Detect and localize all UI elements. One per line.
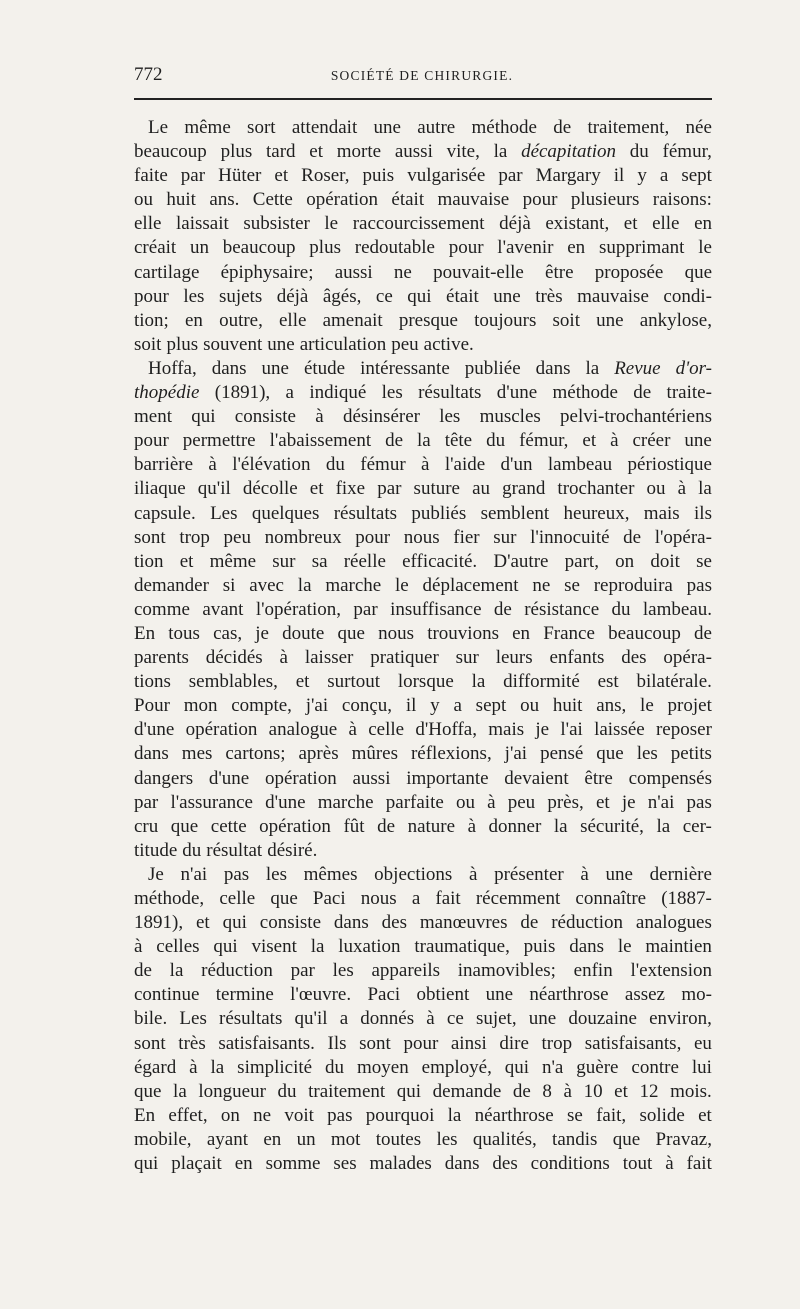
text-line: ment qui consiste à désinsérer les muscles pelvi-trochantériens [134, 406, 712, 428]
page-number: 772 [134, 64, 163, 85]
text-line: tion; en outre, elle amenait presque toujours soit une ankylose, [134, 309, 712, 331]
text-line: qui plaçait en somme ses malades dans des conditions tout à fait [134, 1153, 712, 1175]
text-line: Hoffa, dans une étude intéressante publiée dans la Revue d'or- [148, 357, 712, 379]
text-line: sont très satisfaisants. Ils sont pour ainsi dire trop satisfaisants, eu [134, 1032, 712, 1054]
text-line: pour permettre l'abaissement de la tête du fémur, et à créer une [134, 430, 712, 452]
text-line: 1891), et qui consiste dans des manœuvres de réduction analogues [134, 912, 712, 934]
text-line: créait un beaucoup plus redoutable pour l'avenir en supprimant le [134, 237, 712, 259]
text-line: à celles qui visent la luxation traumatique, puis dans le maintien [134, 936, 712, 958]
text-line: dans mes cartons; après mûres réflexions, j'ai pensé que les petits [134, 743, 712, 765]
text-line: mobile, ayant en un mot toutes les qualités, tandis que Pravaz, [134, 1128, 712, 1150]
text-line: En effet, on ne voit pas pourquoi la néarthrose se fait, solide et [134, 1104, 712, 1126]
running-head: SOCIÉTÉ DE CHIRURGIE. [330, 68, 514, 83]
text-line: Le même sort attendait une autre méthode de traitement, née [148, 117, 712, 138]
text-line: soit plus souvent une articulation peu active. [134, 333, 474, 355]
text-line: sont trop peu nombreux pour nous fier sur l'innocuité de l'opéra- [134, 526, 712, 548]
text-line: Pour mon compte, j'ai conçu, il y a sept ou huit ans, le projet [134, 695, 712, 717]
text-line: pour les sujets déjà âgés, ce qui était une très mauvaise condi- [134, 285, 712, 307]
text-line: comme avant l'opération, par insuffisance de résistance du lambeau. [134, 598, 712, 620]
text-line: parents décidés à laisser pratiquer sur leurs enfants des opéra- [134, 647, 712, 669]
text-line: méthode, celle que Paci nous a fait récemment connaître (1887- [134, 888, 712, 909]
text-line: continue termine l'œuvre. Paci obtient une néarthrose assez mo- [134, 984, 712, 1006]
text-line: faite par Hüter et Roser, puis vulgarisée par Margary il y a sept [134, 165, 712, 187]
text-line: dangers d'une opération aussi importante devaient être compensés [134, 767, 712, 789]
text-line: que la longueur du traitement qui demande de 8 à 10 et 12 mois. [134, 1080, 712, 1102]
text-line: par l'assurance d'une marche parfaite ou à peu près, et je n'ai pas [134, 791, 712, 813]
text-line: En tous cas, je doute que nous trouvions en France beaucoup de [134, 622, 712, 644]
text-line: beaucoup plus tard et morte aussi vite, la décapitation du fémur, [134, 141, 712, 163]
text-line: capsule. Les quelques résultats publiés semblent heureux, mais ils [134, 502, 712, 524]
text-line: thopédie (1891), a indiqué les résultats d'une méthode de traite- [134, 382, 712, 404]
text-line: cartilage épiphysaire; aussi ne pouvait-elle être proposée que [134, 261, 712, 283]
text-line: cru que cette opération fût de nature à donner la sécurité, la cer- [134, 815, 712, 837]
page-header [132, 58, 712, 98]
text-line: elle laissait subsister le raccourcissement déjà existant, et elle en [134, 213, 712, 235]
text-line: d'une opération analogue à celle d'Hoffa, mais je l'ai laissée reposer [134, 719, 712, 741]
text-line: tion et même sur sa réelle efficacité. D'autre part, on doit se [134, 550, 712, 572]
header-rule [134, 98, 712, 100]
text-line: égard à la simplicité du moyen employé, qui n'a guère contre lui [134, 1056, 712, 1078]
text-line: iliaque qu'il décolle et fixe par suture au grand trochanter ou à la [134, 478, 712, 500]
text-line: ou huit ans. Cette opération était mauvaise pour plusieurs raisons: [134, 189, 712, 211]
text-line: barrière à l'élévation du fémur à l'aide d'un lambeau périostique [134, 454, 712, 476]
text-line: de la réduction par les appareils inamovibles; enfin l'extension [134, 960, 712, 982]
text-line: bile. Les résultats qu'il a donnés à ce sujet, une douzaine environ, [134, 1008, 712, 1030]
text-line: tions semblables, et surtout lorsque la difformité est bilatérale. [134, 671, 712, 693]
text-line: demander si avec la marche le déplacement ne se reproduira pas [134, 574, 712, 596]
body-text [134, 116, 712, 1176]
text-line: Je n'ai pas les mêmes objections à présenter à une dernière [148, 863, 712, 885]
text-line: titude du résultat désiré. [134, 839, 318, 861]
